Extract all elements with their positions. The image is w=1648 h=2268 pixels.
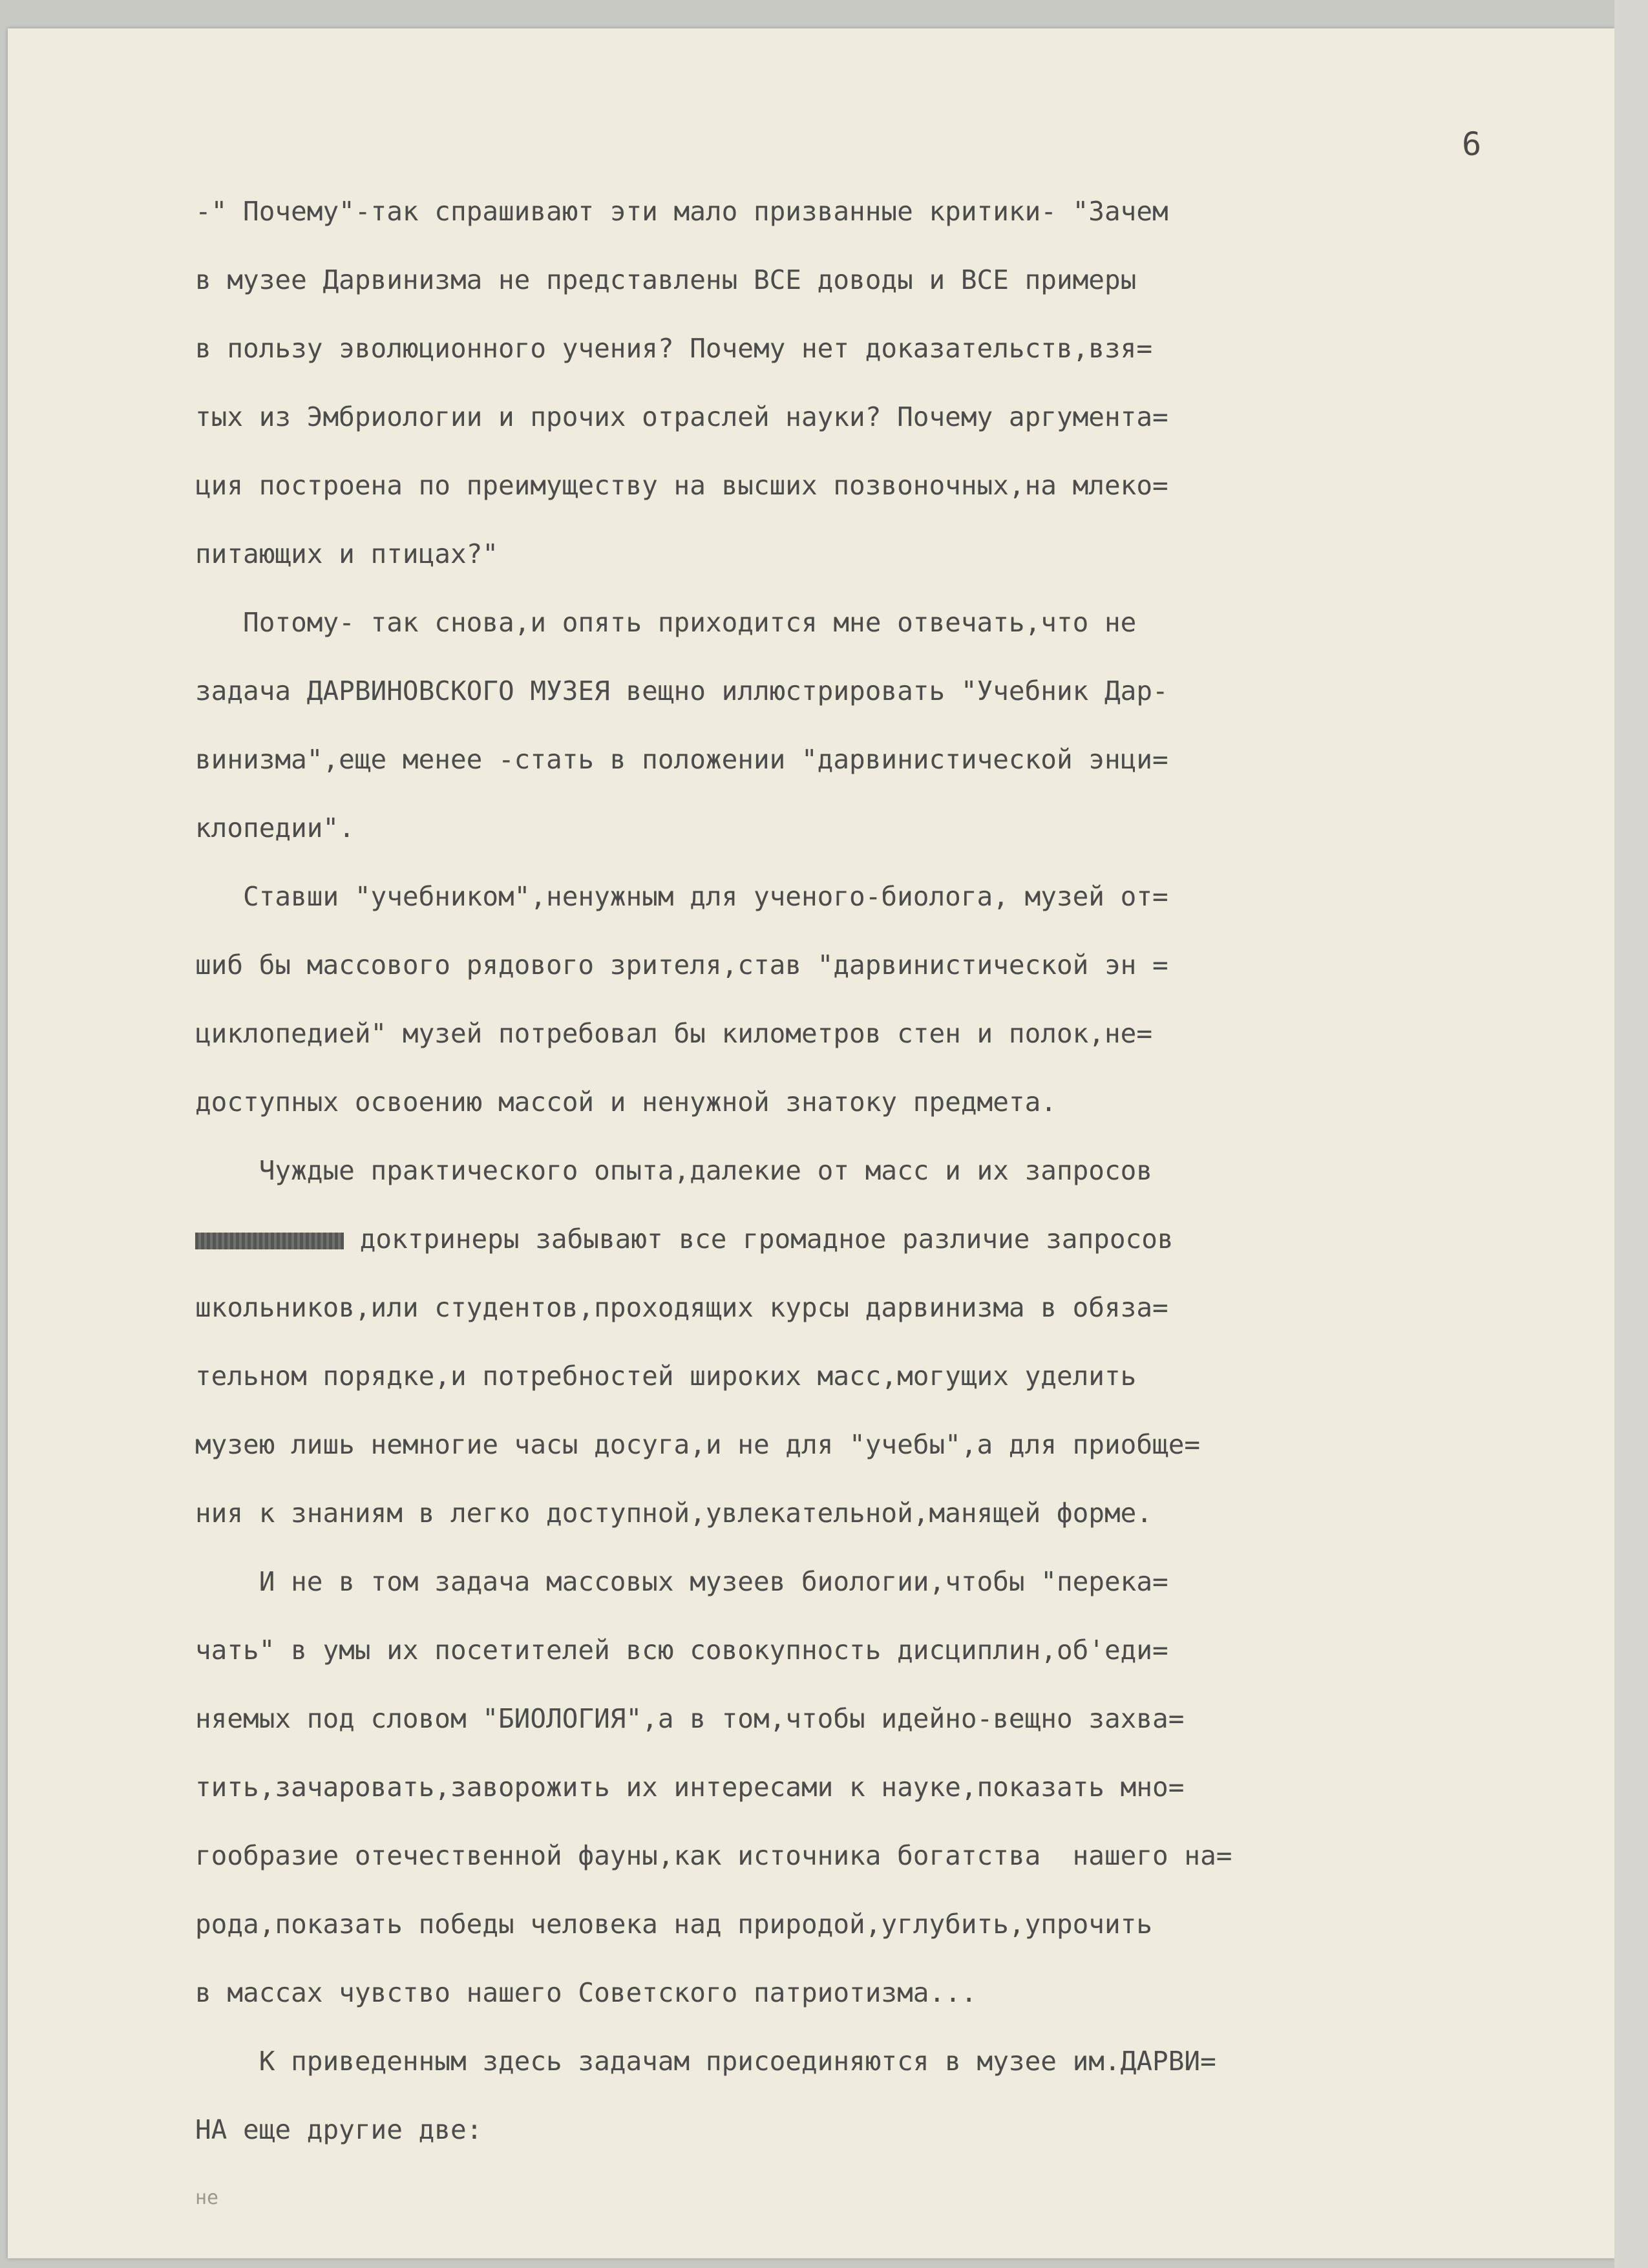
typed-text-body — [195, 177, 1604, 2232]
text-line: рода,показать победы человека над природой,углубить,упрочить — [195, 1909, 1153, 1940]
text-line: винизма",еще менее -стать в положении "дарвинистической энци= — [195, 744, 1168, 775]
text-line: гообразие отечественной фауны,как источника богатства нашего на= — [195, 1840, 1232, 1871]
text-line: Потому- так снова,и опять приходится мне отвечать,что не — [195, 607, 1137, 638]
text-line: няемых под словом "БИОЛОГИЯ",а в том,чтобы идейно-вещно захва= — [195, 1703, 1185, 1734]
text-line: задача ДАРВИНОВСКОГО МУЗЕЯ вещно иллюстрировать "Учебник Дар- — [195, 675, 1168, 706]
text-line-faint: не — [195, 2187, 219, 2209]
text-line: НА еще другие две: — [195, 2114, 483, 2145]
text-line: музею лишь немногие часы досуга,и не для "учебы",а для приобще= — [195, 1429, 1201, 1460]
text-line-content: доктринеры забывают все громадное различие запросов — [359, 1224, 1174, 1255]
text-line: циклопедией" музей потребовал бы километров стен и полок,не= — [195, 1018, 1153, 1049]
text-line: И не в том задача массовых музеев биологии,чтобы "перека= — [195, 1566, 1168, 1597]
text-line: доступных освоению массой и ненужной знатоку предмета. — [195, 1086, 1057, 1118]
text-line: чать" в умы их посетителей всю совокупность дисциплин,об'еди= — [195, 1635, 1168, 1666]
text-line: Ставши "учебником",ненужным для ученого-биолога, музей от= — [195, 881, 1168, 912]
page-number: 6 — [1462, 125, 1482, 163]
document-page — [8, 28, 1614, 2258]
text-line: -" Почему"-так спрашивают эти мало призванные критики- "Зачем — [195, 196, 1168, 227]
text-line: питающих и птицах?" — [195, 538, 498, 569]
text-line-with-strikeout — [195, 1205, 1604, 1273]
text-line: К приведенным здесь задачам присоединяются в музее им.ДАРВИ= — [195, 2046, 1216, 2077]
struck-out-text-mark — [195, 1233, 344, 1249]
text-line: в музее Дарвинизма не представлены ВСЕ доводы и ВСЕ примеры — [195, 264, 1137, 295]
text-line: шиб бы массового рядового зрителя,став "дарвинистической эн = — [195, 949, 1168, 980]
text-line: в массах чувство нашего Советского патриотизма... — [195, 1977, 977, 2008]
text-line: Чуждые практического опыта,далекие от масс и их запросов — [195, 1155, 1153, 1186]
text-line: тых из Эмбриологии и прочих отраслей науки? Почему аргумента= — [195, 401, 1168, 432]
text-line: тельном порядке,и потребностей широких масс,могущих уделить — [195, 1361, 1137, 1392]
text-line: ция построена по преимуществу на высших позвоночных,на млеко= — [195, 470, 1168, 501]
text-line: школьников,или студентов,проходящих курсы дарвинизма в обяза= — [195, 1292, 1168, 1323]
text-line: ния к знаниям в легко доступной,увлекательной,манящей форме. — [195, 1498, 1153, 1529]
text-line: тить,зачаровать,заворожить их интересами к науке,показать мно= — [195, 1772, 1185, 1803]
scan-background-edge — [1614, 0, 1648, 2268]
text-line: в пользу эволюционного учения? Почему нет доказательств,взя= — [195, 333, 1153, 364]
text-line: клопедии". — [195, 812, 355, 843]
